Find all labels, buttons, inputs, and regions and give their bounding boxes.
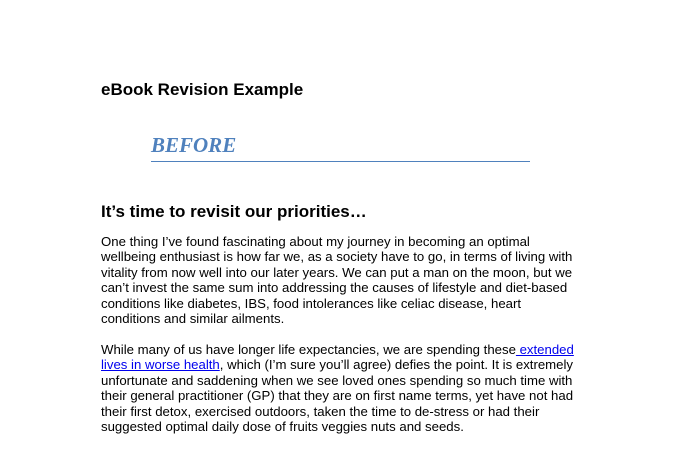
section-heading: It’s time to revisit our priorities… <box>101 202 367 221</box>
paragraph-1-line: conditions like diabetes, IBS, food intolerances like celiac disease, heart <box>101 295 522 311</box>
before-label: BEFORE <box>151 133 237 157</box>
paragraph-1-line: can’t invest the same sum into addressing the causes of lifestyle and diet-based <box>101 280 568 296</box>
paragraph-2-text: , which (I’m sure you’ll agree) defies the point. It is extremely <box>219 357 574 373</box>
paragraph-2-line: unfortunate and saddening when we see loved ones spending so much time with <box>101 372 573 388</box>
paragraph-2-line: their first detox, exercised outdoors, taken the time to de-stress or had their <box>101 403 540 419</box>
paragraph-1-line: One thing I’ve found fascinating about my journey in becoming an optimal <box>101 234 530 249</box>
paragraph-1-line: wellbeing enthusiast is how far we, as a society have to go, in terms of living with <box>101 249 573 265</box>
extended-lives-link-part-2[interactable]: lives in worse health <box>101 357 220 373</box>
paragraph-1-line: vitality from now well into our later years. We can put a man on the moon, but we <box>101 264 573 280</box>
before-underline-rule <box>151 161 530 162</box>
extended-lives-link-part-1[interactable]: extended <box>515 342 574 357</box>
paragraph-2-text: While many of us have longer life expectancies, we are spending these <box>101 342 516 357</box>
paragraph-2-line: their general practitioner (GP) that they are on first name terms, yet have not had <box>101 388 574 404</box>
paragraph-1-line: conditions and similar ailments. <box>101 311 285 327</box>
paragraph-2-line <box>101 357 621 372</box>
document-title: eBook Revision Example <box>101 80 304 99</box>
paragraph-2-line <box>101 342 621 357</box>
paragraph-2 <box>101 342 621 434</box>
paragraph-2-line: suggested optimal daily dose of fruits veggies nuts and seeds. <box>101 419 464 435</box>
paragraph-1 <box>101 234 621 326</box>
